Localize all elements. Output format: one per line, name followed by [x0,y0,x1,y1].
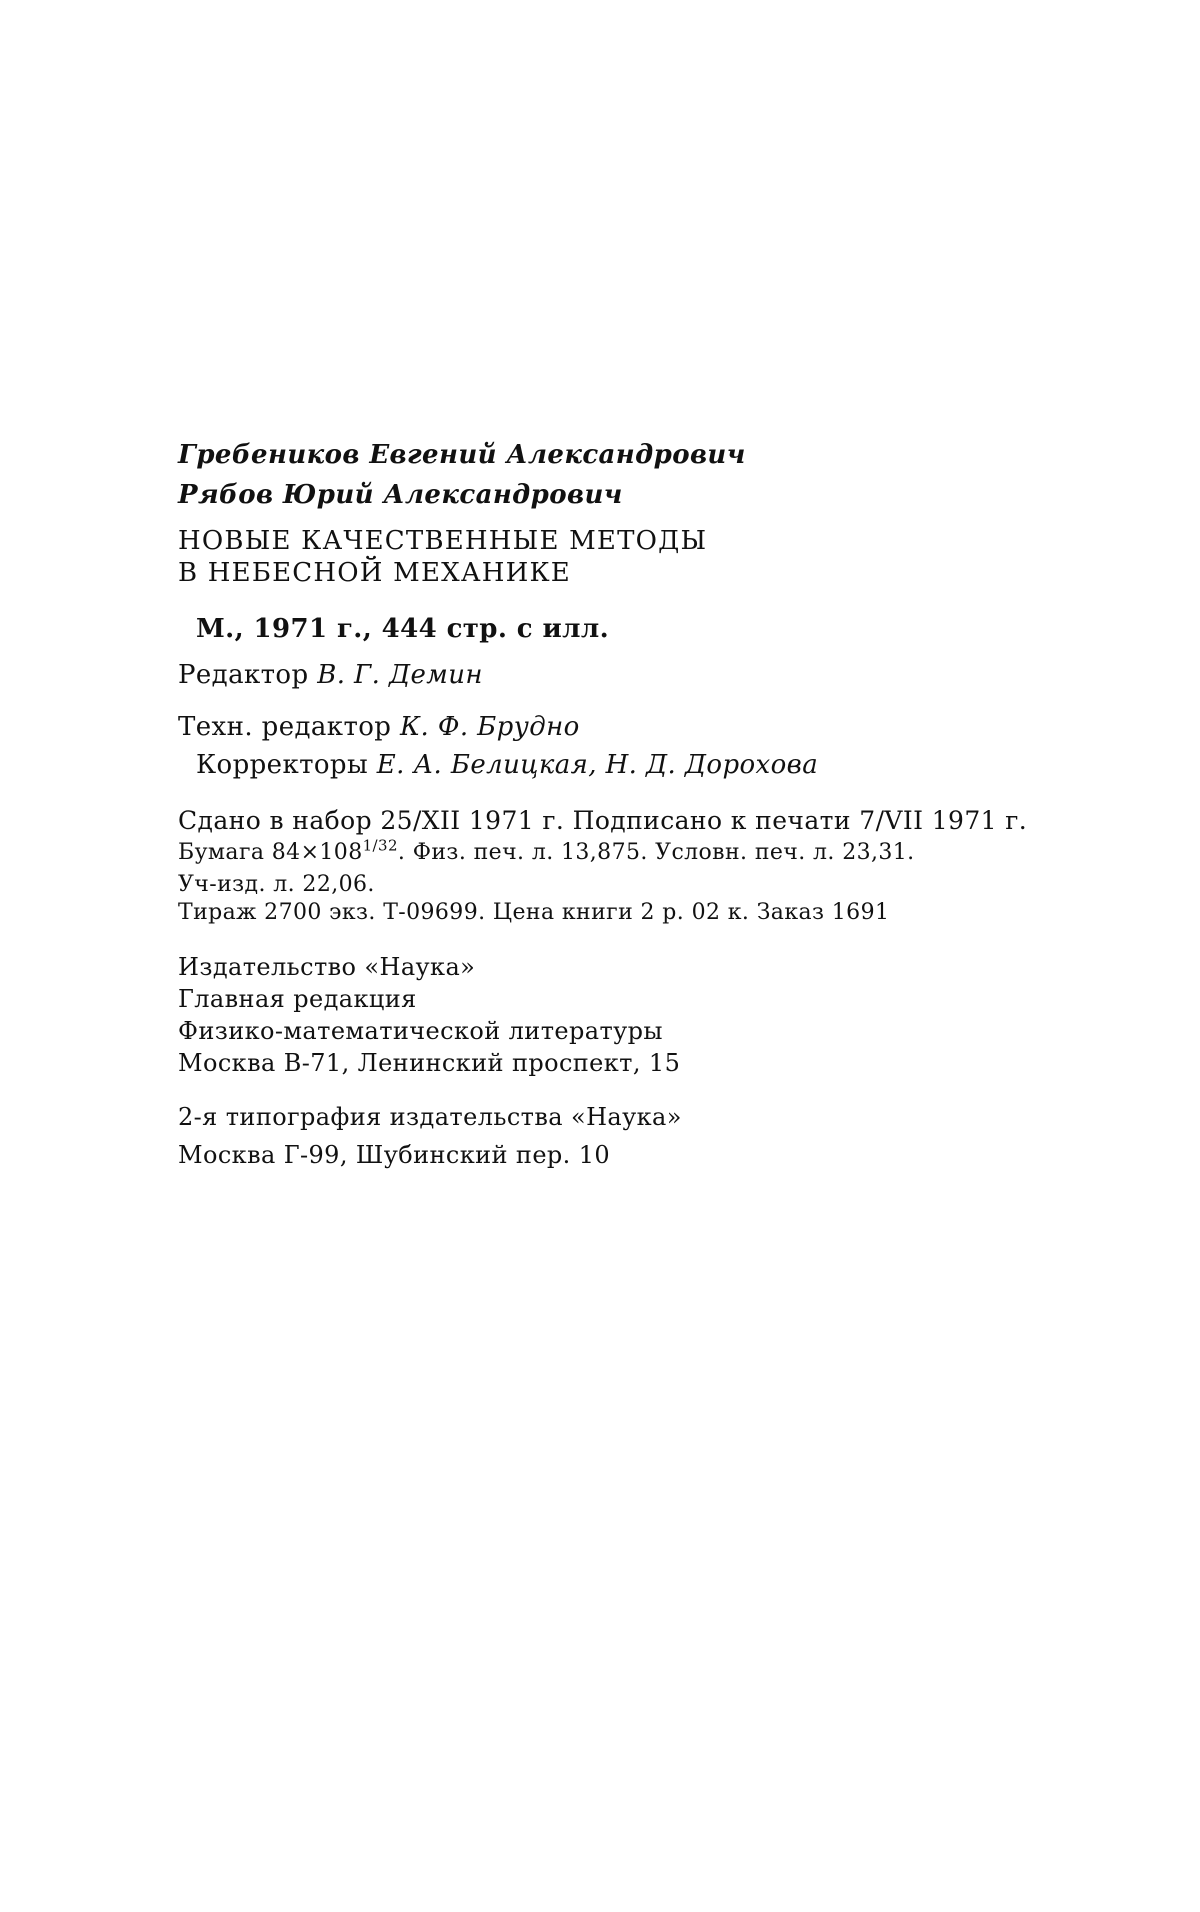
proofreaders-names: Е. А. Белицкая, Н. Д. Дорохова [376,750,819,780]
author-1: Гребеников Евгений Александрович [178,440,746,470]
paper-prefix: Бумага 84×108 [178,840,363,865]
book-title-line-1: НОВЫЕ КАЧЕСТВЕННЫЕ МЕТОДЫ [178,526,708,556]
proofreaders-line [196,750,818,780]
tech-editor-label: Техн. редактор [178,712,392,742]
tech-editor-name: К. Ф. Брудно [400,712,580,742]
publisher-line-3: Физико-математической литературы [178,1017,663,1045]
editor-name: В. Г. Демин [317,660,483,690]
print-info-line-3: Уч-изд. л. 22,06. [178,872,375,897]
publisher-line-2: Главная редакция [178,985,417,1013]
book-title-line-2: В НЕБЕСНОЙ МЕХАНИКЕ [178,558,571,588]
editor-line [178,660,483,690]
print-info-line-4: Тираж 2700 экз. Т-09699. Цена книги 2 р. 02 к. Заказ 1691 [178,900,890,925]
editor-label: Редактор [178,660,309,690]
publication-info: М., 1971 г., 444 стр. с илл. [196,614,610,644]
proofreaders-label: Корректоры [196,750,369,780]
printer-line-2: Москва Г-99, Шубинский пер. 10 [178,1141,611,1169]
publisher-line-4: Москва В-71, Ленинский проспект, 15 [178,1049,681,1077]
paper-suffix: . Физ. печ. л. 13,875. Условн. печ. л. 23,31. [397,840,915,865]
paper-fraction: 1/32 [362,836,398,855]
print-info-line-2 [178,838,915,868]
publisher-line-1: Издательство «Наука» [178,953,476,981]
author-2: Рябов Юрий Александрович [178,480,623,510]
print-info-line-1: Сдано в набор 25/XII 1971 г. Подписано к печати 7/VII 1971 г. [178,806,1028,835]
printer-line-1: 2-я типография издательства «Наука» [178,1103,682,1131]
tech-editor-line [178,712,580,742]
